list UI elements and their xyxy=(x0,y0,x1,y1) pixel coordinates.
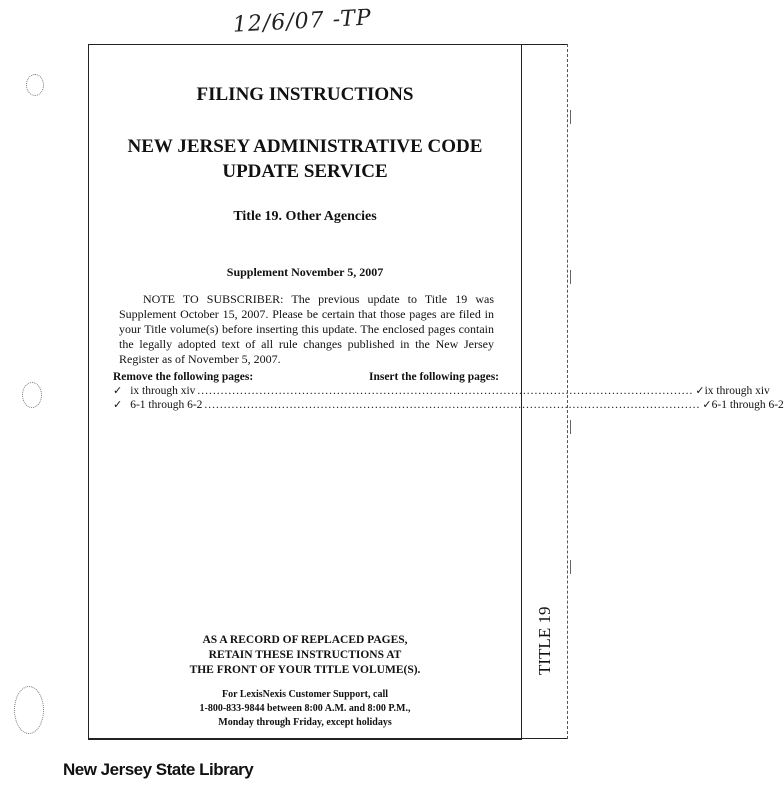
insert-pages: ix through xiv xyxy=(704,385,770,397)
code-heading-line1: NEW JERSEY ADMINISTRATIVE CODE xyxy=(127,136,483,157)
remove-header: Remove the following pages: xyxy=(113,371,254,383)
title-tab-label: TITLE 19 xyxy=(535,606,554,675)
frame-bottom-line xyxy=(88,738,568,739)
check-icon: ✓ xyxy=(702,398,712,411)
remove-pages: ix through xiv xyxy=(130,385,196,397)
support-phone: 1-800-833-9844 between 8:00 A.M. and 8:00 P.M., xyxy=(199,703,411,714)
table-header xyxy=(113,370,499,384)
support-line: Monday through Friday, except holidays xyxy=(218,717,392,728)
punch-hole-mark xyxy=(26,74,44,96)
insert-header: Insert the following pages: xyxy=(368,371,499,383)
library-stamp: New Jersey State Library xyxy=(63,760,254,779)
punch-hole-mark xyxy=(14,686,44,734)
code-heading xyxy=(95,134,515,184)
support-info xyxy=(95,688,515,730)
table-row xyxy=(113,384,770,398)
remove-pages: 6-1 through 6-2 xyxy=(130,399,203,411)
frame-top-line xyxy=(88,44,568,45)
page-change-table xyxy=(113,370,784,412)
title-section: Title 19. Other Agencies xyxy=(233,209,377,224)
margin-tick xyxy=(570,270,571,284)
leader-dots: ................................................................................................................................ xyxy=(204,399,701,411)
table-row xyxy=(113,398,784,412)
punch-hole-mark xyxy=(22,382,42,408)
check-icon: ✓ xyxy=(113,398,123,411)
check-icon: ✓ xyxy=(113,384,123,397)
supplement-date: Supplement November 5, 2007 xyxy=(226,265,384,279)
code-heading-line2: UPDATE SERVICE xyxy=(222,161,388,182)
margin-tick xyxy=(570,420,571,434)
insert-pages: 6-1 through 6-2 xyxy=(711,399,784,411)
retain-line: RETAIN THESE INSTRUCTIONS AT xyxy=(208,649,402,661)
check-icon: ✓ xyxy=(695,384,705,397)
retain-notice xyxy=(95,633,515,678)
support-line: For LexisNexis Customer Support, call xyxy=(221,689,388,700)
subscriber-note: NOTE TO SUBSCRIBER: The previous update to Title 19 was Supplement October 15, 2007. Please be certain that those pages are filed in your Title volume(s) before inserting this update. The enclosed pages contain the legally adopted text of all rule changes published in the New Jersey Register as of November 5, 2007. xyxy=(119,292,494,366)
margin-tick xyxy=(570,110,571,124)
margin-tick xyxy=(570,560,571,574)
handwritten-date-note: 12/6/07 -TP xyxy=(232,5,373,38)
page-title: FILING INSTRUCTIONS xyxy=(196,84,414,105)
retain-line: AS A RECORD OF REPLACED PAGES, xyxy=(202,634,408,646)
retain-line: THE FRONT OF YOUR TITLE VOLUME(S). xyxy=(189,664,421,676)
leader-dots: ................................................................................................................................ xyxy=(197,385,694,397)
